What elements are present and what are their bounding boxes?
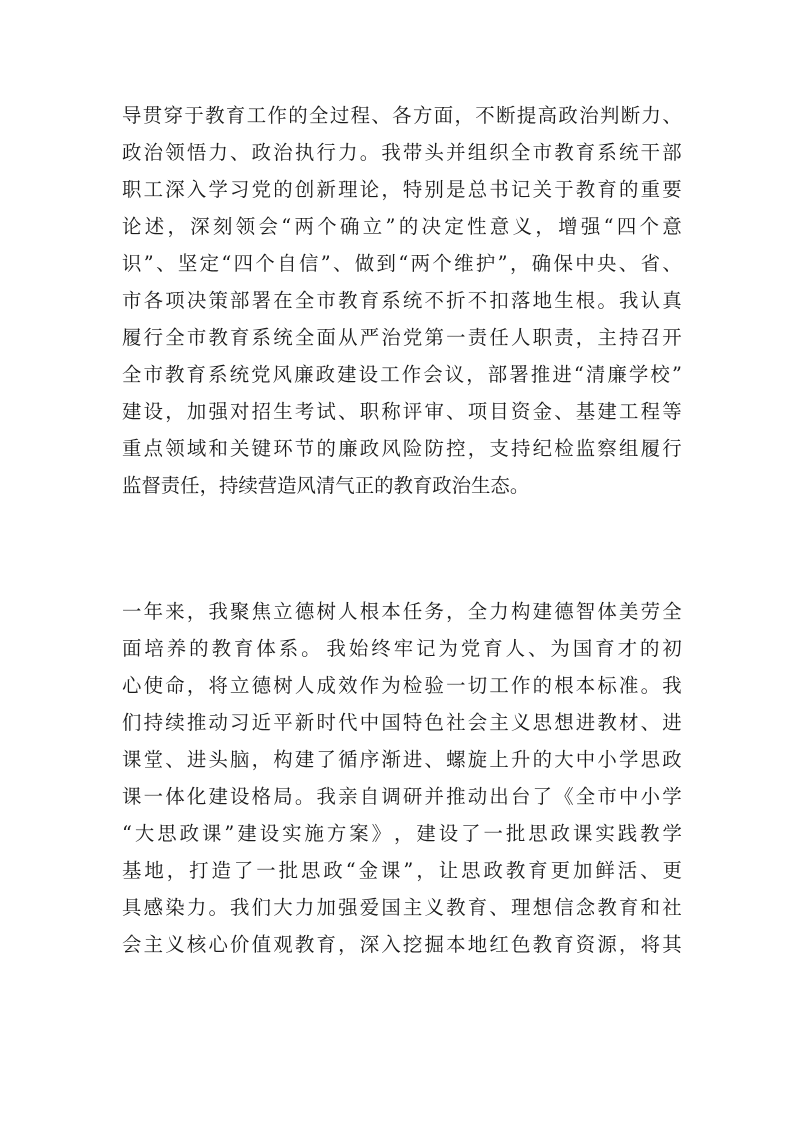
text-line: 面 培 养 的 教 育 体 系 。 我 始 终 牢 记 为 党 育 人 、 为 国 育 才 的 初 bbox=[122, 637, 682, 660]
text-line: 具 感 染 力 。 我 们 大 力 加 强 爱 国 主 义 教 育 、 理 想 信 念 教 育 和 社 bbox=[122, 896, 682, 919]
text-line: 课 一 体 化 建 设 格 局 。 我 亲 自 调 研 并 推 动 出 台 了 《 全 市 中 小 学 bbox=[122, 785, 682, 808]
text-line: 履 行 全 市 教 育 系 统 全 面 从 严 治 党 第 一 责 任 人 职 责 ， 主 持 召 开 bbox=[122, 326, 682, 349]
text-line: 们 持 续 推 动 习 近 平 新 时 代 中 国 特 色 社 会 主 义 思 想 进 教 材 、 进 bbox=[122, 711, 682, 734]
text-line: 政 治 领 悟 力 、 政 治 执 行 力 。 我 带 头 并 组 织 全 市 教 育 系 统 干 部 bbox=[122, 141, 682, 164]
text-line: “ 大 思 政 课 ” 建 设 实 施 方 案 》 ， 建 设 了 一 批 思 政 课 实 践 教 学 bbox=[122, 822, 682, 845]
text-line: 识 ” 、 坚 定 “ 四 个 自 信 ” 、 做 到 “ 两 个 维 护 ” ， 确 保 中 央 、 省 、 bbox=[122, 252, 682, 275]
text-line: 市 各 项 决 策 部 署 在 全 市 教 育 系 统 不 折 不 扣 落 地 生 根 。 我 认 真 bbox=[122, 289, 682, 312]
text-line: 导 贯 穿 于 教 育 工 作 的 全 过 程 、 各 方 面 ， 不 断 提 高 政 治 判 断 力 、 bbox=[122, 104, 682, 127]
text-line: 全 市 教 育 系 统 党 风 廉 政 建 设 工 作 会 议 ， 部 署 推 进 “ 清 廉 学 校 ” bbox=[122, 363, 682, 386]
text-line: 会 主 义 核 心 价 值 观 教 育 ， 深 入 挖 掘 本 地 红 色 教 育 资 源 ， 将 其 bbox=[122, 933, 682, 956]
text-line: 基 地 ， 打 造 了 一 批 思 政 “ 金 课 ” ， 让 思 政 教 育 更 加 鲜 活 、 更 bbox=[122, 859, 682, 882]
text-line: 监 督 责 任 ， 持 续 营 造 风 清 气 正 的 教 育 政 治 生 态 。 bbox=[122, 474, 530, 497]
text-line: 论 述 ， 深 刻 领 会 “ 两 个 确 立 ” 的 决 定 性 意 义 ， 增 强 “ 四 个 意 bbox=[122, 215, 682, 238]
text-line: 心 使 命 ， 将 立 德 树 人 成 效 作 为 检 验 一 切 工 作 的 根 本 标 准 。 我 bbox=[122, 674, 682, 697]
text-line: 重 点 领 域 和 关 键 环 节 的 廉 政 风 险 防 控 ， 支 持 纪 检 监 察 组 履 行 bbox=[122, 437, 682, 460]
text-line: 建 设 ， 加 强 对 招 生 考 试 、 职 称 评 审 、 项 目 资 金 、 基 建 工 程 等 bbox=[122, 400, 682, 423]
text-line: 一 年 来 ， 我 聚 焦 立 德 树 人 根 本 任 务 ， 全 力 构 建 德 智 体 美 劳 全 bbox=[122, 600, 682, 623]
text-line: 职 工 深 入 学 习 党 的 创 新 理 论 ， 特 别 是 总 书 记 关 于 教 育 的 重 要 bbox=[122, 178, 682, 201]
text-line: 课 堂 、 进 头 脑 ， 构 建 了 循 序 渐 进 、 螺 旋 上 升 的 大 中 小 学 思 政 bbox=[122, 748, 682, 771]
